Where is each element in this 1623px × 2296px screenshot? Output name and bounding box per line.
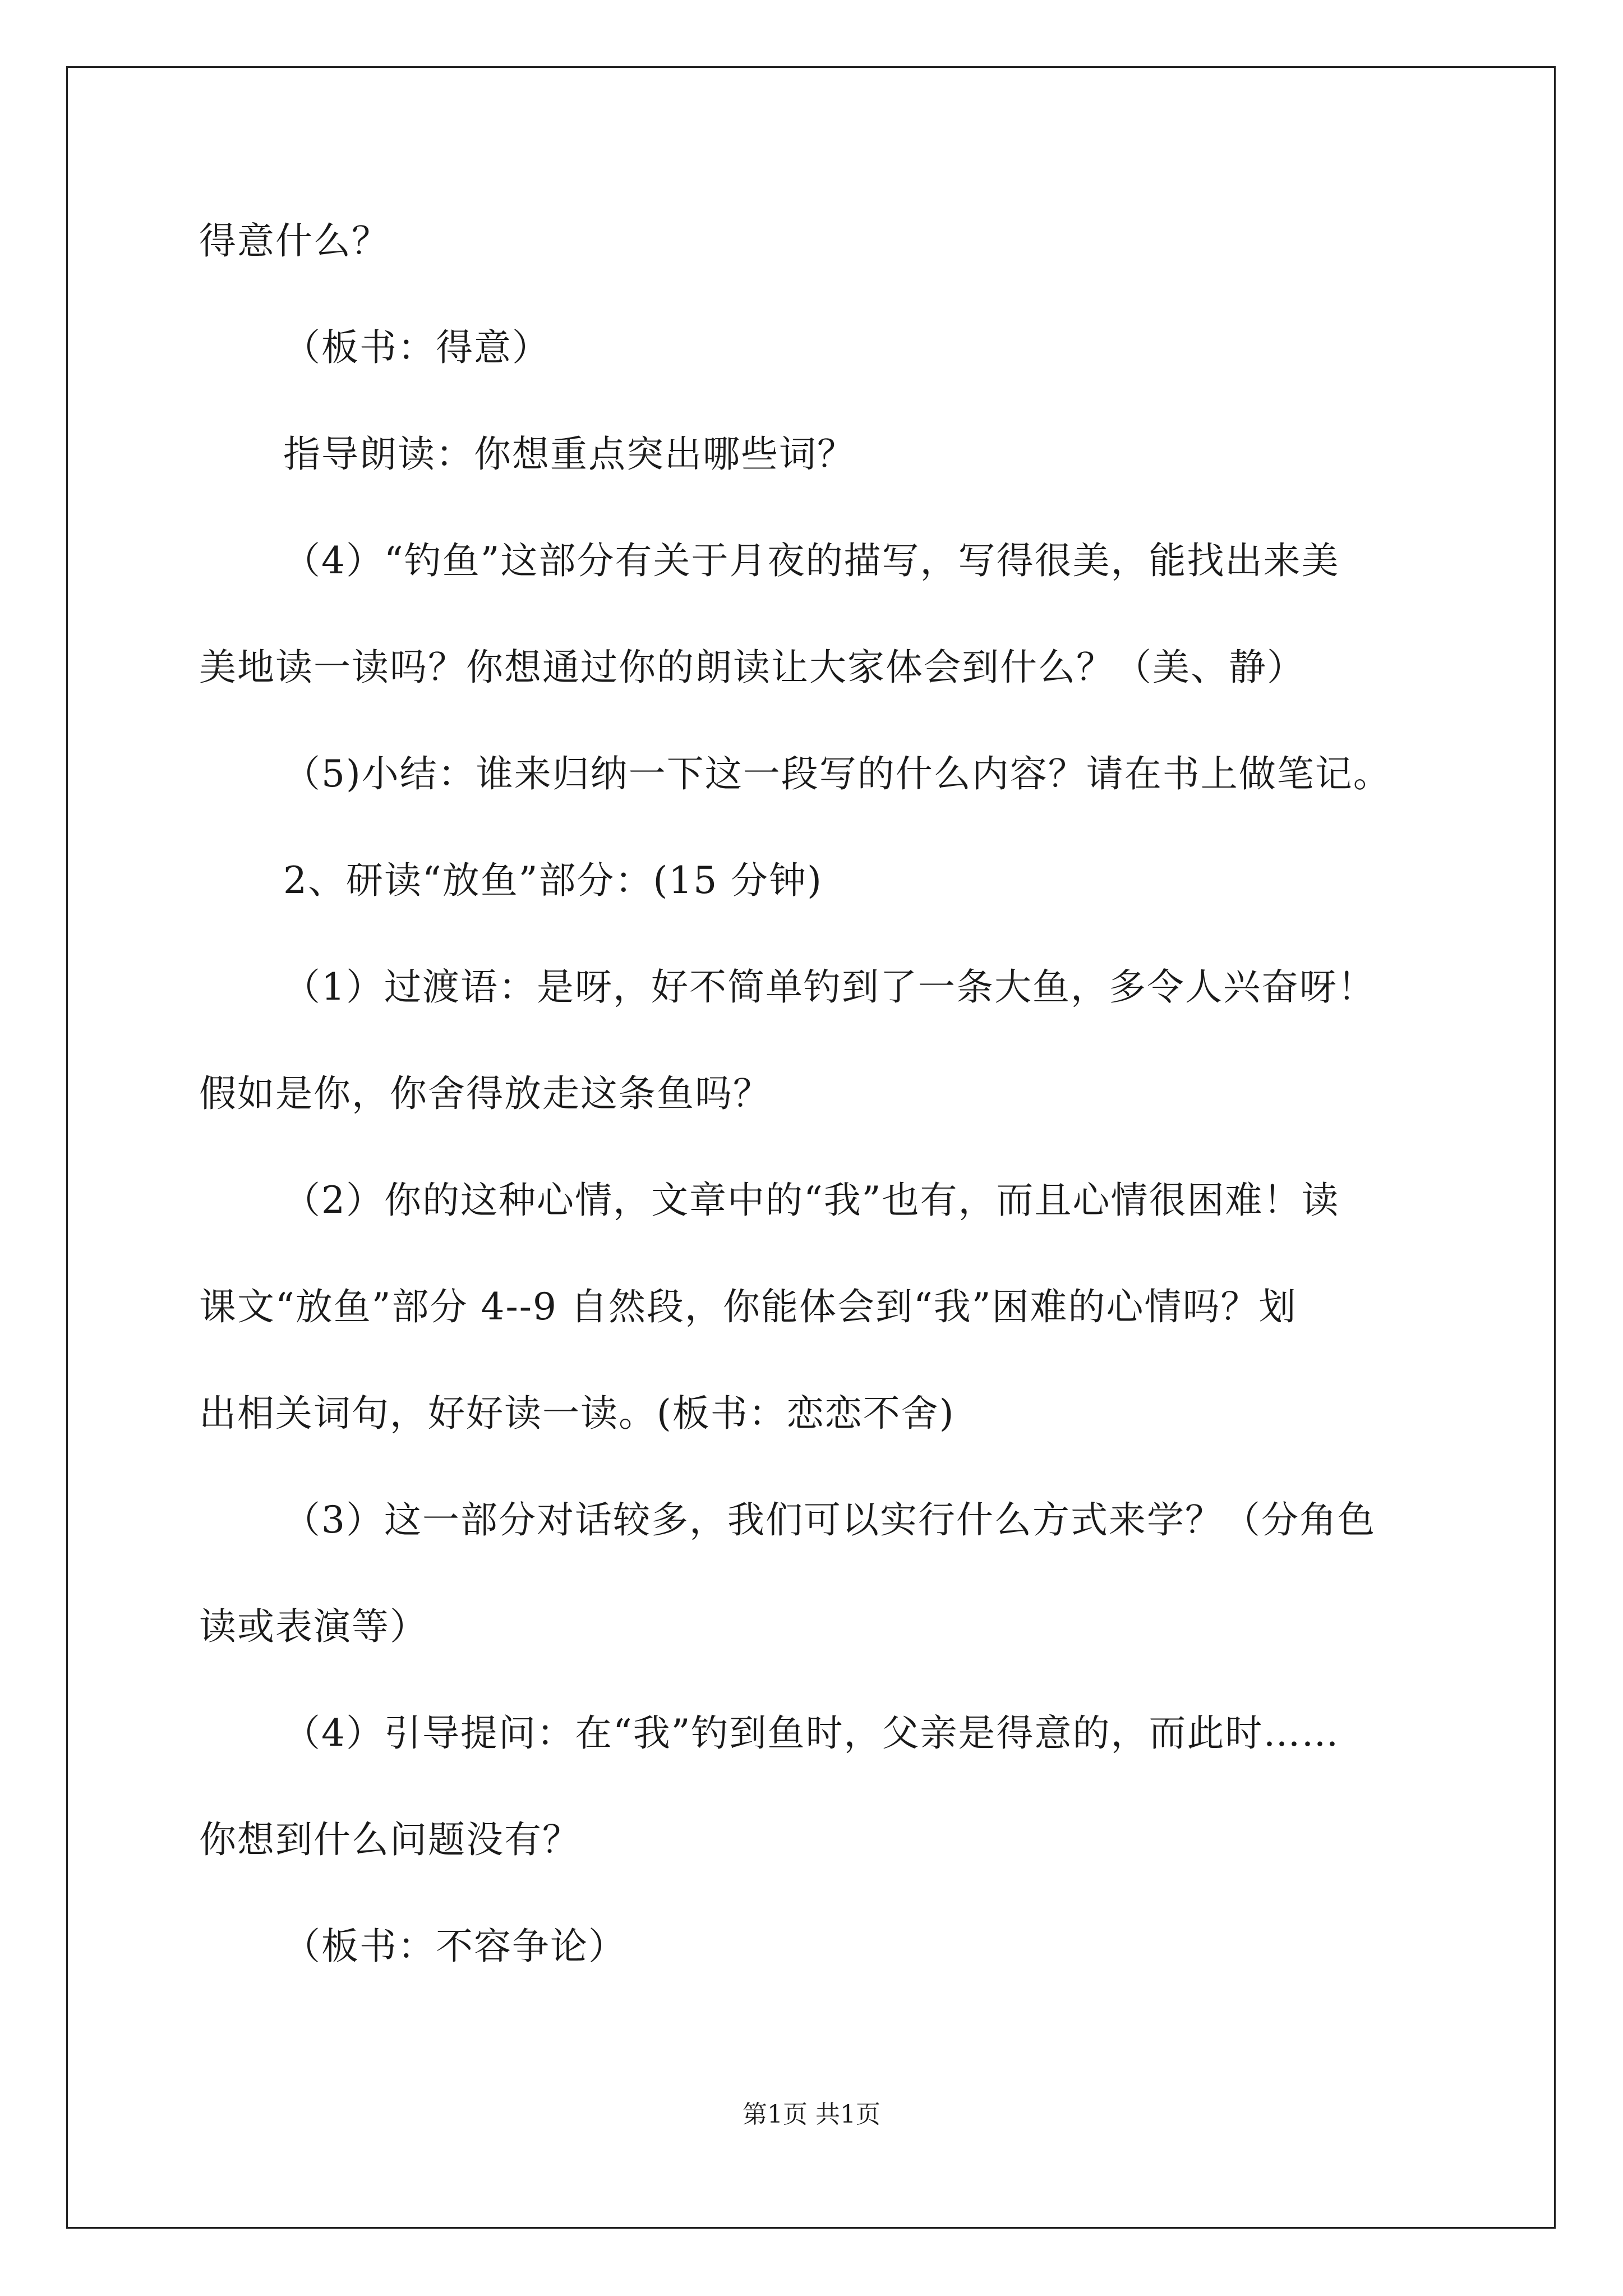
text-line: （4）“钓鱼”这部分有关于月夜的描写，写得很美，能找出来美 <box>283 539 1340 582</box>
text-line: 你想到什么问题没有？ <box>199 1818 580 1861</box>
text-line: （板书：得意） <box>283 326 550 369</box>
text-line: 2、研读“放鱼”部分：(15 分钟) <box>283 859 823 902</box>
page-footer: 第1页 共1页 <box>743 2100 880 2129</box>
text-line: （板书：不容争论） <box>283 1925 626 1968</box>
text-line: （4）引导提问：在“我”钓到鱼时，父亲是得意的，而此时…… <box>283 1711 1340 1755</box>
text-line: 课文“放鱼”部分 4--9 自然段，你能体会到“我”困难的心情吗？划 <box>199 1285 1297 1328</box>
text-line: 指导朗读：你想重点突出哪些词？ <box>283 432 855 476</box>
text-line: 得意什么？ <box>199 219 390 263</box>
text-line: 读或表演等） <box>199 1605 428 1648</box>
text-line: 出相关词句，好好读一读。(板书：恋恋不舍) <box>199 1392 955 1435</box>
page-border <box>66 66 1556 2229</box>
text-line: 假如是你，你舍得放走这条鱼吗？ <box>199 1072 771 1115</box>
text-line: 美地读一读吗？你想通过你的朗读让大家体会到什么？（美、静） <box>199 646 1305 689</box>
text-line: （5)小结：谁来归纳一下这一段写的什么内容？请在书上做笔记。 <box>283 752 1391 795</box>
text-line: （3）这一部分对话较多，我们可以实行什么方式来学？（分角色 <box>283 1498 1376 1542</box>
text-line: （1）过渡语：是呀，好不简单钓到了一条大鱼，多令人兴奋呀！ <box>283 965 1376 1009</box>
text-line: （2）你的这种心情，文章中的“我”也有，而且心情很困难！读 <box>283 1179 1340 1222</box>
